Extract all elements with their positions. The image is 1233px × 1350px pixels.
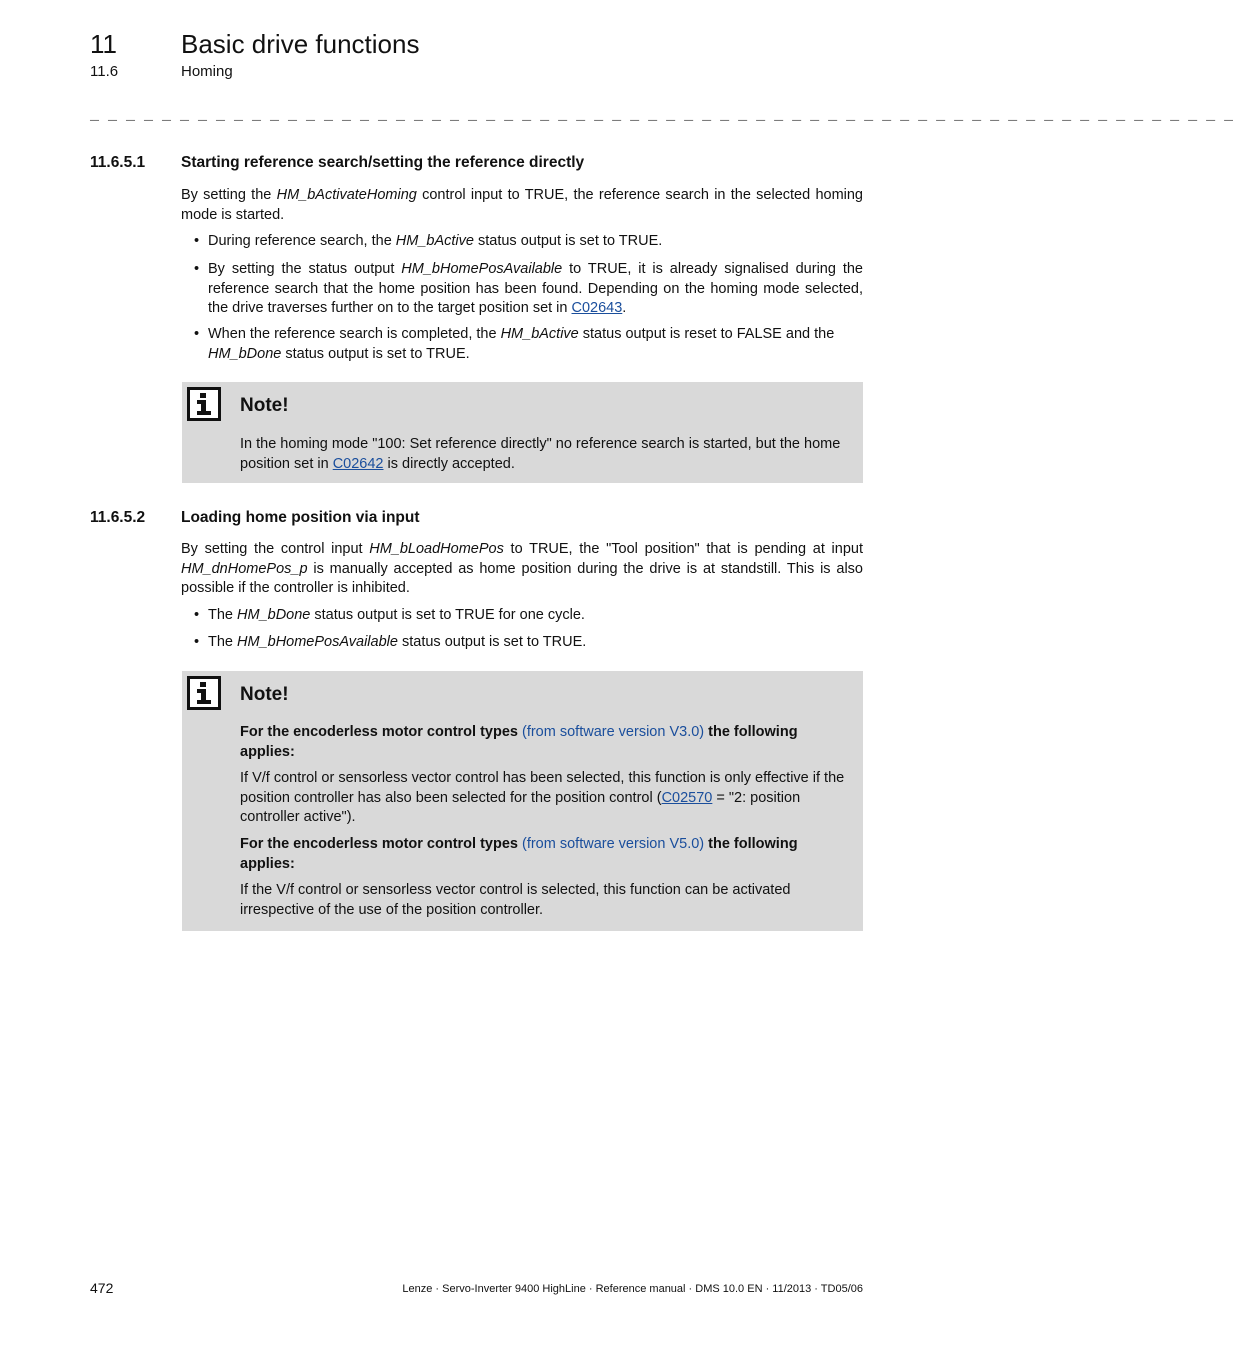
note-title: Note! <box>240 395 289 416</box>
bullet-icon: • <box>194 607 200 623</box>
link-c02642[interactable]: C02642 <box>332 455 384 472</box>
info-icon <box>187 676 221 710</box>
bullet-icon: • <box>194 261 200 277</box>
page-number: 472 <box>90 1280 114 1296</box>
link-c02643[interactable]: C02643 <box>571 300 623 316</box>
footer-info: Lenze · Servo-Inverter 9400 HighLine · Reference manual · DMS 10.0 EN · 11/2013 · TD05/06 <box>402 1283 863 1295</box>
note-text-1: For the encoderless motor control types (from software version V3.0) the following applies: <box>240 724 798 760</box>
link-software-v3[interactable]: (from software version V3.0) <box>522 724 705 740</box>
s1-intro-paragraph: By setting the HM_bActivateHoming control input to TRUE, the reference search in the selected homing mode is started. <box>181 187 863 223</box>
note-title: Note! <box>240 684 289 705</box>
note-text-3: For the encoderless motor control types (from software version V5.0) the following applies: <box>240 836 798 872</box>
link-c02570[interactable]: C02570 <box>661 789 713 806</box>
note-text-2: If V/f control or sensorless vector control has been selected, this function is only effective if the position controller has also been selected for the position control (C02570 = "2: position controller active"). <box>240 770 845 825</box>
section-number: 11.6 <box>90 63 119 80</box>
note-box-1 <box>182 382 863 483</box>
header-divider: _ _ _ _ _ _ _ _ _ _ _ _ _ _ _ _ _ _ _ _ _ _ _ _ _ _ _ _ _ _ _ _ _ _ _ _ _ _ _ _ _ _ _ _ _ _ _ _ _ _ _ _ _ _ _ _ _ _ _ _ _ _ _ _ <box>90 107 1233 124</box>
section-title: Homing <box>181 63 233 80</box>
s2-intro-paragraph: By setting the control input HM_bLoadHomePos to TRUE, the "Tool position" that is pending at input HM_dnHomePos_p is manually accepted as home position during the drive is at standstill. This is also possible if the controller is inhibited. <box>181 541 863 596</box>
subsection-number-1: 11.6.5.1 <box>90 154 146 171</box>
bullet-icon: • <box>194 233 200 249</box>
bullet-icon: • <box>194 326 200 342</box>
chapter-number: 11 <box>90 29 117 59</box>
subsection-number-2: 11.6.5.2 <box>90 509 146 526</box>
info-icon <box>187 387 221 421</box>
link-software-v5[interactable]: (from software version V5.0) <box>522 836 705 852</box>
bullet-icon: • <box>194 634 200 650</box>
chapter-title: Basic drive functions <box>181 29 420 59</box>
note-text-4: If the V/f control or sensorless vector control is selected, this function can be activated irrespective of the use of the position controller. <box>240 882 791 918</box>
note-box-2 <box>182 671 863 931</box>
subsection-title-2: Loading home position via input <box>181 509 420 526</box>
note-text: In the homing mode "100: Set reference directly" no reference search is started, but the home position set in C02642 is directly accepted. <box>240 436 841 472</box>
subsection-title-1: Starting reference search/setting the reference directly <box>181 154 585 171</box>
